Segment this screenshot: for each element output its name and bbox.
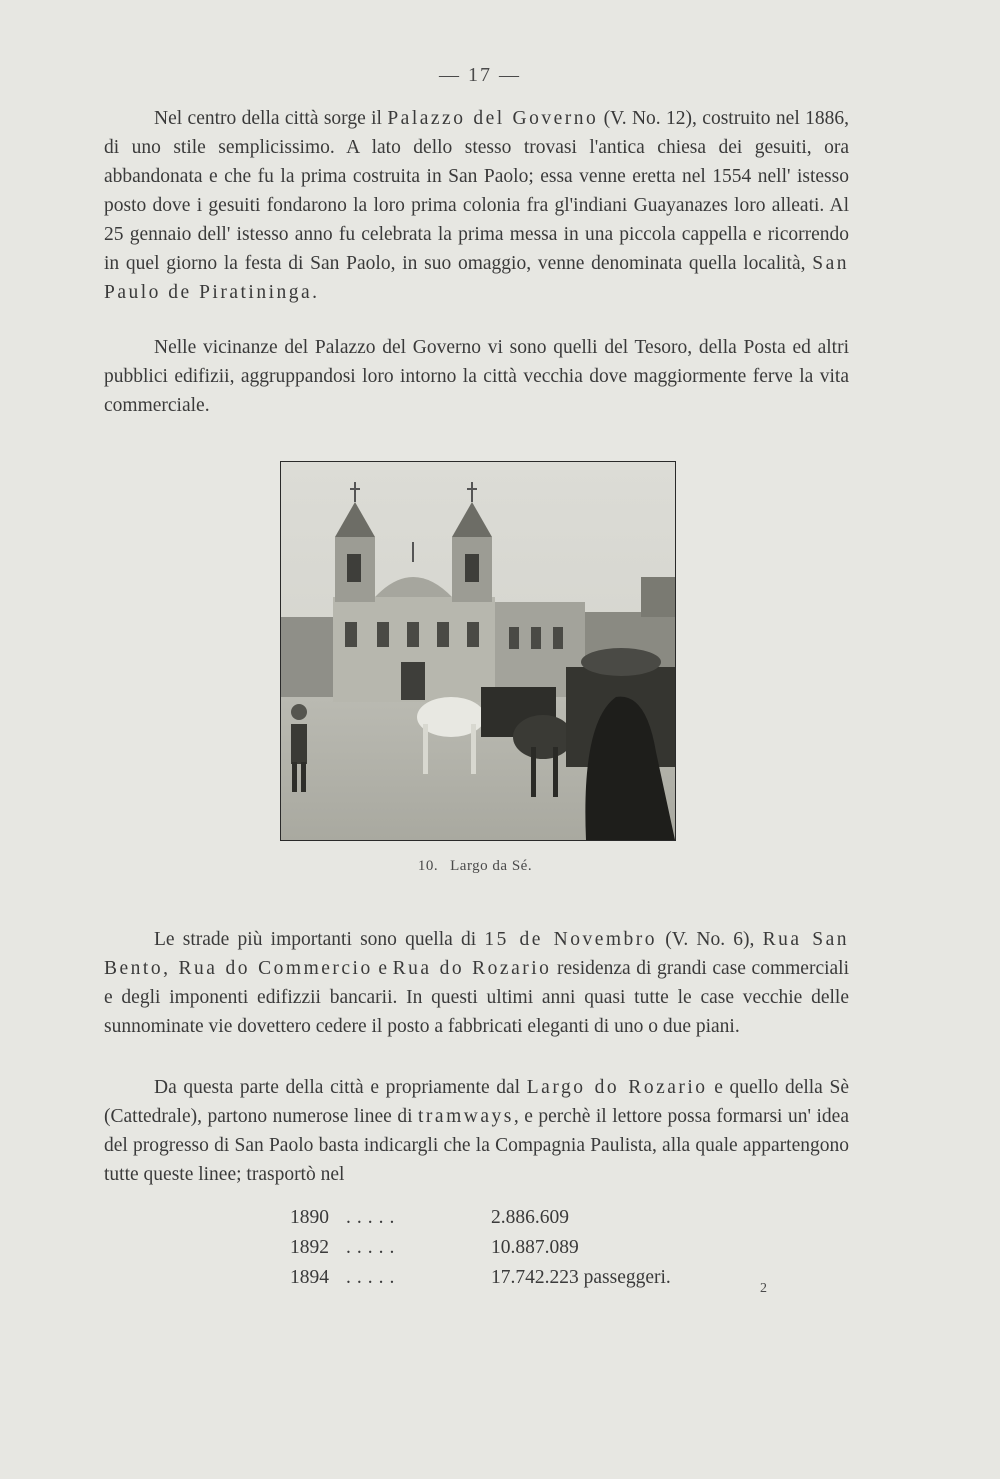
figure-caption (0, 858, 950, 875)
text-run: Da questa parte della città e propriamente dal (154, 1077, 527, 1098)
text-run: (V. No. 6), (657, 929, 763, 950)
text-run: Le strade più importanti sono quella di (154, 929, 485, 950)
paragraph-text (104, 1073, 849, 1189)
figure-number: 10. (417, 858, 439, 874)
paragraph-text: Nelle vicinanze del Palazzo del Governo vi sono quelli del Tesoro, della Posta ed altri pubblici edifizii, aggruppandosi loro intorno la città vecchia dove maggiormente ferve la vita commerciale. (104, 337, 849, 416)
stats-year: 1890 (290, 1207, 329, 1228)
text-run: Nel centro della città sorge il (154, 108, 388, 129)
stats-year: 1892 (290, 1237, 329, 1258)
stats-row (290, 1233, 671, 1263)
text-run: e quello della Sè (Cattedrale), partono numerose linee di (104, 1077, 850, 1127)
stats-leader-dots: ..... (346, 1207, 401, 1228)
spaced-place-name: Palazzo del Governo (387, 108, 599, 129)
signature-mark: 2 (760, 1281, 767, 1296)
paragraph-text (104, 104, 849, 307)
stats-value: 2.886.609 (491, 1207, 569, 1228)
page-number: — 17 — (439, 64, 521, 86)
paragraph-text (104, 925, 849, 1041)
text-run: residenza di grandi case commerciali e degli imponenti edifizzii bancarii. In questi ultimi anni quasi tutte le case vecchie delle sunnominate vie dovettero cedere il posto a fabbricati eleganti di uno o due piani. (104, 958, 850, 1037)
passenger-statistics (290, 1203, 671, 1293)
spaced-place-name: San Paulo de Piratininga (104, 253, 849, 303)
text-run: e (372, 958, 393, 979)
stats-value: 10.887.089 (491, 1237, 579, 1258)
paragraph-strade (104, 925, 849, 1041)
paragraph-tramways (104, 1073, 849, 1189)
stats-value: 17.742.223 passeggeri. (491, 1267, 671, 1288)
stats-leader-dots: ..... (346, 1267, 401, 1288)
spaced-street-name: Rua San Bento, Rua do Commercio (104, 929, 850, 979)
spaced-street-name: 15 de Novembro (484, 929, 658, 950)
figure-caption-text: Largo da Sé. (450, 858, 533, 874)
stats-row (290, 1203, 671, 1233)
stats-leader-dots: ..... (346, 1237, 401, 1258)
text-run: , e perchè il lettore possa formarsi un' idea del progresso di San Paolo basta indicargli che la Compagnia Paulista, alla quale appartengono tutte queste linee; trasportò nel (104, 1106, 849, 1185)
paragraph-palazzo-governo (104, 104, 849, 307)
photo-largo-da-se (280, 461, 676, 841)
spaced-place-name: Largo do Rozario (526, 1077, 708, 1098)
church-photo-illustration (281, 462, 675, 840)
paragraph-vicinanze (104, 333, 849, 420)
spaced-term: tramways (418, 1106, 514, 1127)
spaced-street-name: Rua do Rozario (392, 958, 552, 979)
text-run: . (312, 282, 318, 303)
stats-row (290, 1263, 671, 1293)
stats-year: 1894 (290, 1267, 329, 1288)
text-run: (V. No. 12), costruito nel 1886, di uno stile semplicissimo. A lato dello stesso trovasi l'antica chiesa dei gesuiti, ora abbandonata e che fu la prima costruita in San Paolo; essa venne eretta nel 1554 nell' istesso posto dove i gesuiti fondarono la loro prima colonia fra gl'indiani Guayanazes loro alleati. Al 25 gennaio dell' istesso anno fu celebrata la prima messa in una piccola cappella e ricorrendo in quel giorno la festa di San Paolo, in suo omaggio, venne denominata quella località, (104, 108, 850, 274)
